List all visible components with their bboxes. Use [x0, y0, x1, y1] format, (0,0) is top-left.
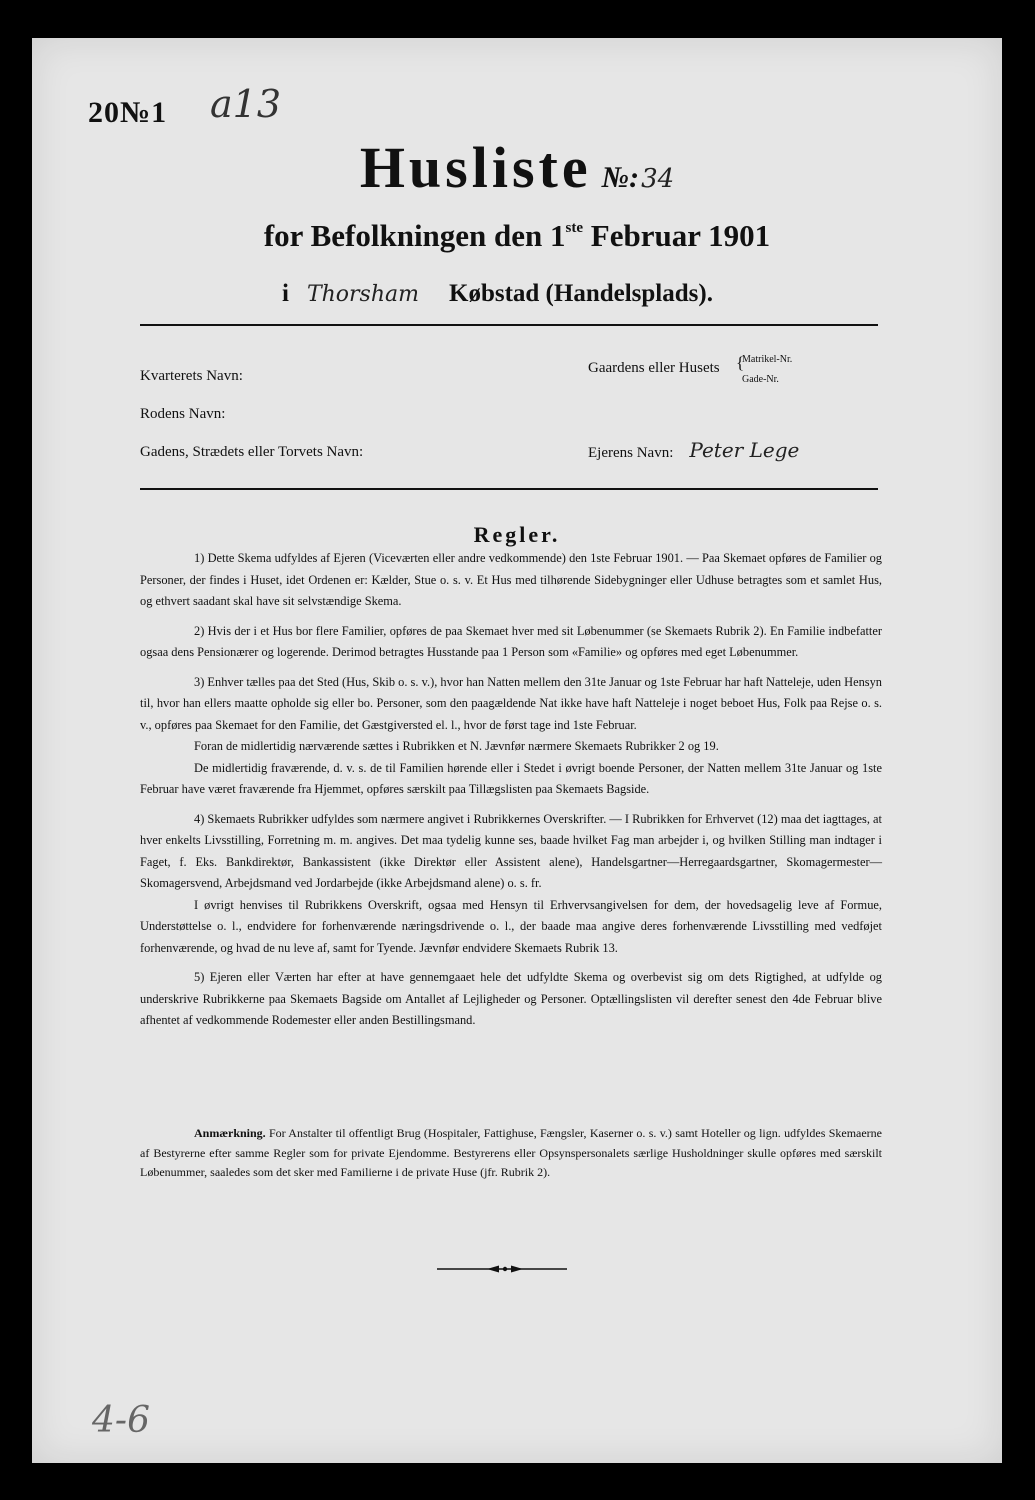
rule-paragraph-4: 4) Skemaets Rubrikker udfyldes som nærmere angivet i Rubrikkernes Overskrifter. — I Rubrikken for Erhvervet (12) maa det iagttages, at hver enkelts Livsstilling, Forretning m. m. angives. Det maa tydelig kunne ses, baade hvilket Fag man arbejder i, og hvilken Stilling man indtager i Faget, f. Eks. Bankdirektør, Bankassistent (ikke Direktør eller Assistent alene), Handelsgartner—Herregaardsgartner, Skomagermester—Skomagersvend, Arbejdsmand ved Jordarbejde (ikke Arbejdsmand alene) o. s. fr.: [140, 811, 882, 890]
subtitle-sup: ste: [565, 220, 584, 236]
eier-value-handwritten: Peter Lege: [689, 438, 800, 462]
document-page: [32, 38, 1002, 1463]
handwritten-annotation: a13: [210, 82, 282, 126]
gaard-label: Gaardens eller Husets: [588, 360, 720, 376]
note-text: For Anstalter til offentligt Brug (Hospitaler, Fattighuse, Fængsler, Kaserner o. s. v.) samt Hoteller og lign. udfyldes Skemaerne af Bestyrerne efter samme Regler som for private Ejendomme. Bestyrerens eller Opsynspersonalets særlige Husholdninger skulle opføres med særskilt Løbenummer, saaledes som det sker med Familierne i de private Huse (jfr. Rubrik 2).: [140, 1126, 882, 1179]
kvarter-label: Kvarterets Navn:: [140, 368, 243, 384]
ornament-divider-icon: [437, 1264, 567, 1274]
gade-label: Gadens, Strædets eller Torvets Navn:: [140, 444, 364, 460]
place-line: [282, 280, 713, 308]
note-paragraph: [140, 1124, 882, 1183]
rule-paragraph-4b: I øvrigt henvises til Rubrikkens Overskrift, ogsaa med Hensyn til Erhvervsangivelsen for dem, der hovedsagelig leve af Formue, Understøttelse o. l., endvidere for forhenværende næringsdrivende o. l., der baade maa angive deres forhenværende Livsstilling med vedføjet forhenværende, og hvad de nu leve af, samt for Tyende. Jævnfør endvidere Skemaets Rubrik 13.: [140, 897, 882, 955]
place-prefix: i: [282, 280, 289, 307]
title-text: Husliste: [359, 135, 592, 200]
form-code: 20№1: [88, 96, 168, 129]
note-label: Anmærkning.: [194, 1126, 266, 1140]
page-number-handwritten: 4-6: [92, 1400, 150, 1441]
bracket-glyph: {: [736, 353, 745, 372]
note-block: [140, 1124, 882, 1183]
ornament-divider: [437, 1261, 567, 1279]
subtitle-post: Februar 1901: [583, 218, 771, 253]
place-handwritten: Thorsham: [306, 282, 419, 307]
rule-paragraph-1: 1) Dette Skema udfyldes af Ejeren (Viceværten eller andre vedkommende) den 1ste Februar 1901. — Paa Skemaet opføres de Familier og Personer, der findes i Huset, idet Ordenen er: Kælder, Stue o. s. v. Et Hus med tilhørende Sidebygninger eller Udhuse betragtes som et samlet Hus, og ethvert saadant skal have sit selvstændige Skema.: [140, 551, 882, 608]
rules-heading: Regler.: [473, 522, 561, 547]
subtitle: [32, 218, 1002, 254]
rule-paragraph-5: 5) Ejeren eller Værten har efter at have gennemgaaet hele det udfyldte Skema og overbevist sig om dets Rigtighed, at udfylde og underskrive Rubrikkerne paa Skemaets Bagside om Antallet af Lejligheder og Personer. Optællingslisten vil derefter senest den 4de Februar blive afhentet af vedkommende Rodemester eller anden Bestillingsmand.: [140, 970, 882, 1027]
roden-label: Rodens Navn:: [140, 406, 226, 422]
roden-field: [140, 406, 225, 423]
rule-paragraph-3c: De midlertidig fraværende, d. v. s. de til Familien hørende eller i Stedet i øvrigt boende Personer, der Natten mellem 31te Januar og 1ste Februar have været fraværende fra Hjemmet, opføres særskilt paa Tillægslisten paa Skemaets Bagside.: [140, 760, 882, 796]
eier-label: Ejerens Navn:: [588, 445, 674, 461]
rule-paragraph-2: 2) Hvis der i et Hus bor flere Familier, opføres de paa Skemaet hver med sit Løbenummer (se Skemaets Rubrik 2). En Familie indbefatter ogsaa dens Pensionærer og logerende. Derimod betragtes Husstande paa 1 Person som «Familie» og opføres med eget Løbenummer.: [140, 623, 882, 659]
matrikel-labels: [742, 350, 792, 390]
eier-field: [588, 438, 799, 462]
divider-line-bottom: [140, 488, 878, 490]
document-title: [32, 134, 1002, 201]
gaard-field: [588, 360, 720, 377]
rule-paragraph-3b: Foran de midlertidig nærværende sættes i Rubrikken et N. Jævnfør nærmere Skemaets Rubrikker 2 og 19.: [194, 739, 719, 753]
title-number-label: №:: [601, 161, 640, 194]
rules-body: [140, 548, 882, 1040]
gade-field: [140, 444, 363, 461]
place-suffix: Købstad (Handelsplads).: [449, 280, 713, 307]
kvarter-field: [140, 368, 243, 385]
title-number-handwritten: 34: [641, 164, 675, 194]
matrikel-label: Matrikel-Nr.: [742, 354, 793, 365]
subtitle-pre: for Befolkningen den 1: [263, 218, 566, 253]
divider-line-top: [140, 324, 878, 326]
gade-nr-label: Gade-Nr.: [742, 374, 779, 385]
rule-paragraph-3: 3) Enhver tælles paa det Sted (Hus, Skib o. s. v.), hvor han Natten mellem den 31te Januar og 1ste Februar har haft Natteleje, uden Hensyn til, hvor han ellers maatte opholde sig eller bo. Personer, som den paagældende Nat ikke have haft Natteleje i noget beboet Hus, Folk paa Rejse o. s. v., opføres paa Skemaet for den Familie, det Gæstgiversted el. l., hvor de først tage ind 1ste Februar.: [140, 674, 882, 732]
